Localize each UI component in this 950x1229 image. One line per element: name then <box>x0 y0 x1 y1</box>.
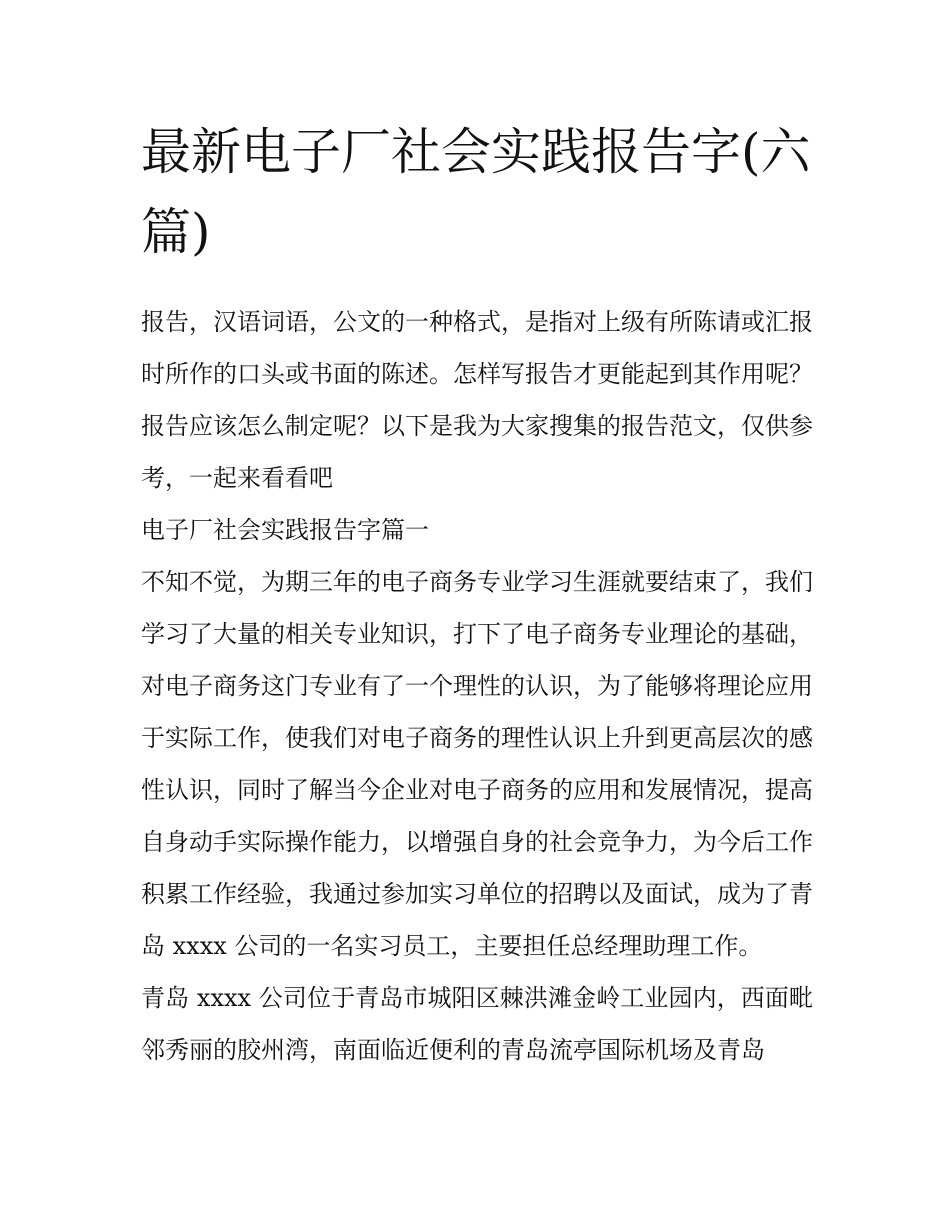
document-title: 最新电子厂社会实践报告字(六篇) <box>141 123 811 261</box>
document-body <box>141 296 813 1076</box>
intro-paragraph: 报告，汉语词语，公文的一种格式，是指对上级有所陈请或汇报时所作的口头或书面的陈述。怎样写报告才更能起到其作用呢？报告应该怎么制定呢？以下是我为大家搜集的报告范文，仅供参考，一起来看看吧 <box>141 308 813 492</box>
section-heading: 电子厂社会实践报告字篇一 <box>141 516 429 544</box>
body-paragraph: 不知不觉，为期三年的电子商务专业学习生涯就要结束了，我们学习了大量的相关专业知识，打下了电子商务专业理论的基础，对电子商务这门专业有了一个理性的认识，为了能够将理论应用于实际工作，使我们对电子商务的理性认识上升到更高层次的感性认识，同时了解当今企业对电子商务的应用和发展情况，提高自身动手实际操作能力，以增强自身的社会竞争力，为今后工作积累工作经验，我通过参加实习单位的招聘以及面试，成为了青岛 xxxx 公司的一名实习员工，主要担任总经理助理工作。 <box>141 568 813 960</box>
body-paragraph: 青岛 xxxx 公司位于青岛市城阳区棘洪滩金岭工业园内，西面毗邻秀丽的胶州湾，南面临近便利的青岛流亭国际机场及青岛 <box>141 984 813 1064</box>
document-content <box>141 112 813 1076</box>
